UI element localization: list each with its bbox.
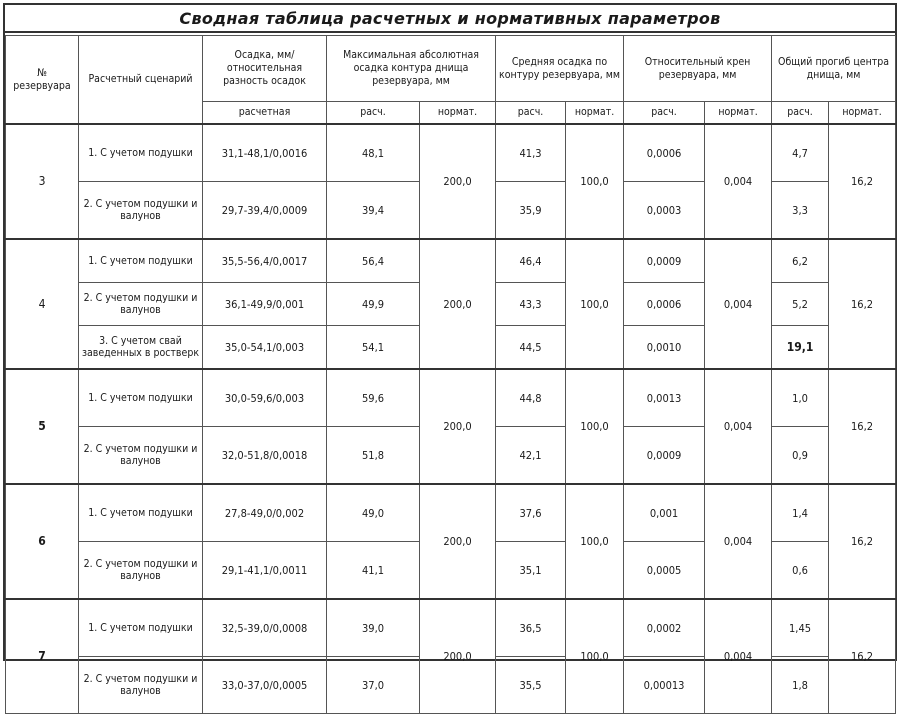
header-deflection: Общий прогиб центра днища, мм [772,36,896,102]
settlement-cell: 33,0-37,0/0,0005 [203,657,327,714]
tilt-calc-cell: 0,0006 [624,283,705,326]
avg-norm-cell: 100,0 [566,369,624,484]
tilt-calc-cell: 0,0002 [624,599,705,657]
avg-calc-cell: 37,6 [496,484,566,542]
defl-norm-cell: 16,2 [829,124,896,239]
scenario-cell: 2. С учетом подушки и валунов [79,657,203,714]
settlement-cell: 29,7-39,4/0,0009 [203,182,327,240]
defl-calc-cell: 5,2 [772,283,829,326]
summary-table [5,35,896,714]
max-calc-cell: 48,1 [327,124,420,182]
defl-norm-cell: 16,2 [829,484,896,599]
defl-norm-cell: 16,2 [829,599,896,714]
defl-calc-cell: 19,1 [772,326,829,370]
max-norm-cell: 200,0 [420,484,496,599]
max-calc-cell: 49,9 [327,283,420,326]
scenario-cell: 2. С учетом подушки и валунов [79,283,203,326]
avg-calc-cell: 36,5 [496,599,566,657]
header-relative-tilt: Относительный крен резервуара, мм [624,36,772,102]
scenario-cell: 2. С учетом подушки и валунов [79,542,203,600]
tilt-calc-cell: 0,0003 [624,182,705,240]
avg-norm-cell: 100,0 [566,124,624,239]
avg-calc-cell: 35,5 [496,657,566,714]
tilt-calc-cell: 0,0006 [624,124,705,182]
tilt-norm-cell: 0,004 [705,484,772,599]
max-norm-cell: 200,0 [420,239,496,369]
settlement-cell: 35,5-56,4/0,0017 [203,239,327,283]
avg-calc-cell: 35,9 [496,182,566,240]
defl-calc-cell: 1,45 [772,599,829,657]
avg-calc-cell: 42,1 [496,427,566,485]
reservoir-number: 6 [6,484,79,599]
max-norm-cell: 200,0 [420,124,496,239]
table-row [6,484,896,542]
defl-calc-cell: 1,4 [772,484,829,542]
max-norm-cell: 200,0 [420,599,496,714]
defl-calc-cell: 4,7 [772,124,829,182]
scenario-cell: 1. С учетом подушки [79,369,203,427]
subheader-max-calc: расч. [327,102,420,125]
scenario-cell: 1. С учетом подушки [79,599,203,657]
table-row [6,239,896,283]
tilt-calc-cell: 0,0005 [624,542,705,600]
max-calc-cell: 41,1 [327,542,420,600]
scenario-cell: 2. С учетом подушки и валунов [79,182,203,240]
max-norm-cell: 200,0 [420,369,496,484]
settlement-cell: 27,8-49,0/0,002 [203,484,327,542]
tilt-calc-cell: 0,00013 [624,657,705,714]
max-calc-cell: 56,4 [327,239,420,283]
subheader-tilt-norm: нормат. [705,102,772,125]
table-row [6,599,896,657]
tilt-calc-cell: 0,0009 [624,427,705,485]
subheader-avg-norm: нормат. [566,102,624,125]
header-settlement: Осадка, мм/относительная разность осадок [203,36,327,102]
settlement-cell: 32,5-39,0/0,0008 [203,599,327,657]
defl-calc-cell: 0,6 [772,542,829,600]
settlement-cell: 36,1-49,9/0,001 [203,283,327,326]
table-title: Сводная таблица расчетных и нормативных параметров [5,5,895,33]
defl-norm-cell: 16,2 [829,369,896,484]
defl-norm-cell: 16,2 [829,239,896,369]
max-calc-cell: 51,8 [327,427,420,485]
defl-calc-cell: 1,0 [772,369,829,427]
scenario-cell: 1. С учетом подушки [79,124,203,182]
table-row [6,369,896,427]
settlement-cell: 31,1-48,1/0,0016 [203,124,327,182]
subheader-tilt-calc: расч. [624,102,705,125]
tilt-norm-cell: 0,004 [705,124,772,239]
reservoir-number: 4 [6,239,79,369]
subheader-defl-calc: расч. [772,102,829,125]
header-max-abs-settlement: Максимальная абсолютная осадка контура днища резервуара, мм [327,36,496,102]
max-calc-cell: 59,6 [327,369,420,427]
avg-calc-cell: 41,3 [496,124,566,182]
max-calc-cell: 49,0 [327,484,420,542]
tilt-norm-cell: 0,004 [705,239,772,369]
avg-norm-cell: 100,0 [566,239,624,369]
avg-calc-cell: 35,1 [496,542,566,600]
avg-calc-cell: 44,5 [496,326,566,370]
avg-norm-cell: 100,0 [566,599,624,714]
max-calc-cell: 37,0 [327,657,420,714]
scenario-cell: 2. С учетом подушки и валунов [79,427,203,485]
avg-calc-cell: 46,4 [496,239,566,283]
scenario-cell: 1. С учетом подушки [79,484,203,542]
tilt-calc-cell: 0,0013 [624,369,705,427]
settlement-cell: 35,0-54,1/0,003 [203,326,327,370]
max-calc-cell: 39,4 [327,182,420,240]
tilt-norm-cell: 0,004 [705,599,772,714]
scenario-cell: 1. С учетом подушки [79,239,203,283]
tilt-calc-cell: 0,001 [624,484,705,542]
subheader-settlement-calc: расчетная [203,102,327,125]
tilt-norm-cell: 0,004 [705,369,772,484]
avg-calc-cell: 44,8 [496,369,566,427]
defl-calc-cell: 1,8 [772,657,829,714]
subheader-max-norm: нормат. [420,102,496,125]
tilt-calc-cell: 0,0009 [624,239,705,283]
tilt-calc-cell: 0,0010 [624,326,705,370]
header-reservoir-no: № резервуара [6,36,79,125]
table-row [6,124,896,182]
settlement-cell: 29,1-41,1/0,0011 [203,542,327,600]
scenario-cell: 3. С учетом свай заведенных в ростверк [79,326,203,370]
subheader-avg-calc: расч. [496,102,566,125]
reservoir-number: 7 [6,599,79,714]
subheader-defl-norm: нормат. [829,102,896,125]
header-scenario: Расчетный сценарий [79,36,203,125]
settlement-cell: 30,0-59,6/0,003 [203,369,327,427]
defl-calc-cell: 3,3 [772,182,829,240]
avg-norm-cell: 100,0 [566,484,624,599]
settlement-cell: 32,0-51,8/0,0018 [203,427,327,485]
avg-calc-cell: 43,3 [496,283,566,326]
max-calc-cell: 39,0 [327,599,420,657]
defl-calc-cell: 0,9 [772,427,829,485]
defl-calc-cell: 6,2 [772,239,829,283]
reservoir-number: 5 [6,369,79,484]
max-calc-cell: 54,1 [327,326,420,370]
header-avg-settlement: Средняя осадка по контуру резервуара, мм [496,36,624,102]
reservoir-number: 3 [6,124,79,239]
